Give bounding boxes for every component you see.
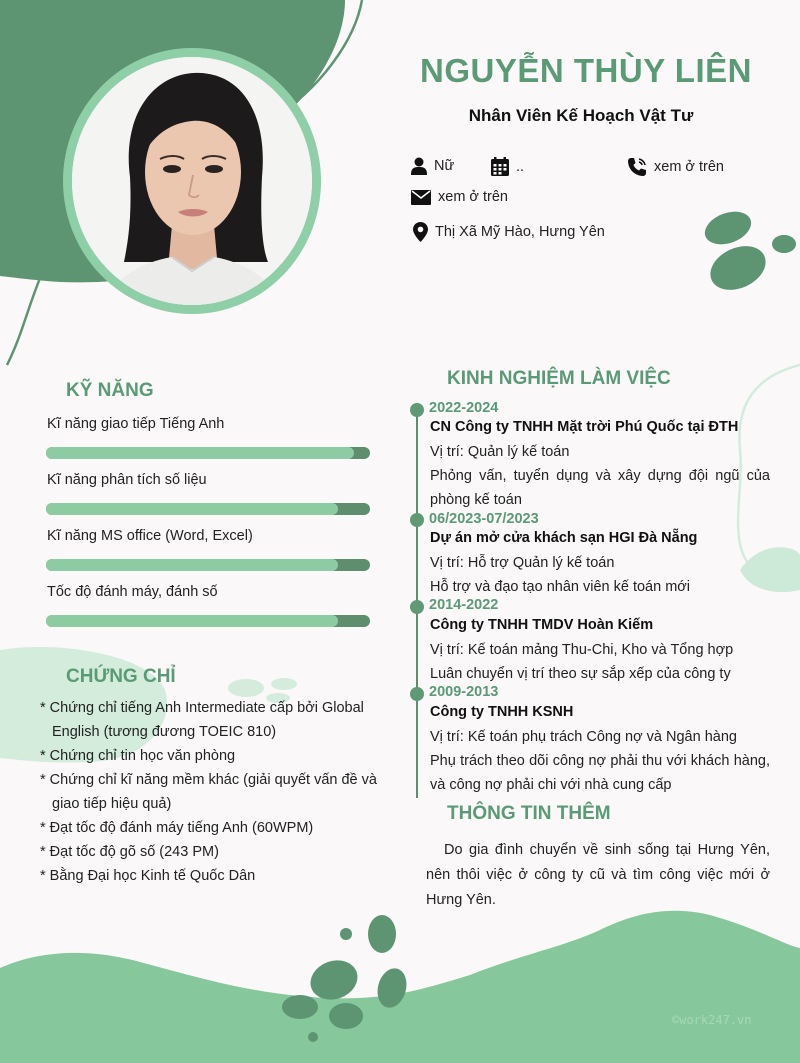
experience-description: Hỗ trợ và đạo tạo nhân viên kế toán mới <box>430 579 691 595</box>
experience-company: Dự án mở cửa khách sạn HGI Đà Nẵng <box>430 530 698 546</box>
phone-icon <box>627 157 647 177</box>
deco-dot <box>772 235 796 253</box>
email-icon <box>411 190 431 205</box>
deco-dot <box>271 678 297 690</box>
timeline-dot <box>410 403 424 417</box>
deco-dot <box>329 1003 363 1029</box>
experience-title: KINH NGHIỆM LÀM VIỆC <box>447 368 671 389</box>
experience-position: Vị trí: Kế toán mảng Thu-Chi, Kho và Tổng hợp <box>430 642 734 658</box>
phone-value: xem ở trên <box>654 159 724 175</box>
more-info-text: Do gia đình chuyển về sinh sống tại Hưng Yên, nên thôi việc ở công ty cũ và tìm công việc mới ở Hưng Yên. <box>426 842 770 908</box>
watermark: ©work247.vn <box>672 1013 752 1027</box>
skill-bar-fill <box>46 615 338 627</box>
deco-dot <box>228 679 264 697</box>
timeline-dot <box>410 600 424 614</box>
location-pin-icon <box>413 222 428 242</box>
email-value: xem ở trên <box>438 189 508 205</box>
timeline-dot <box>410 687 424 701</box>
calendar-icon <box>491 157 509 176</box>
candidate-name: NGUYỄN THÙY LIÊN <box>420 52 752 89</box>
birthday-value: .. <box>516 158 525 175</box>
experience-position: Vị trí: Hỗ trợ Quản lý kế toán <box>430 555 615 571</box>
skill-label: Kĩ năng giao tiếp Tiếng Anh <box>47 416 225 432</box>
profile-photo <box>72 57 312 305</box>
contact-phone <box>627 157 724 177</box>
profile-photo-frame <box>63 48 321 314</box>
certificates-title: CHỨNG CHỈ <box>66 666 176 687</box>
skills-title: KỸ NĂNG <box>66 380 154 401</box>
contact-email <box>411 189 508 205</box>
deco-dot <box>308 1032 318 1042</box>
experience-date: 2009-2013 <box>429 684 499 700</box>
more-info-title: THÔNG TIN THÊM <box>447 803 611 824</box>
certificate-item: * Chứng chỉ tin học văn phòng <box>40 748 236 764</box>
skill-bar <box>46 559 370 571</box>
skill-bar-fill <box>46 503 338 515</box>
deco-dot <box>368 915 396 953</box>
experience-date: 06/2023-07/2023 <box>429 511 539 527</box>
contact-gender <box>411 157 454 175</box>
certificate-item: * Chứng chỉ kĩ năng mềm khác (giải quyết vấn đề và giao tiếp hiệu quả) <box>40 772 377 812</box>
skill-label: Kĩ năng phân tích số liệu <box>47 472 207 488</box>
experience-date: 2014-2022 <box>429 597 499 613</box>
certificate-item: * Đạt tốc độ gõ số (243 PM) <box>40 844 219 860</box>
skill-bar <box>46 503 370 515</box>
contact-birthday <box>491 157 524 176</box>
deco-dot <box>282 995 318 1019</box>
deco-dot <box>703 238 772 299</box>
skill-label: Tốc độ đánh máy, đánh số <box>47 584 218 600</box>
deco-dot <box>340 928 352 940</box>
gender-value: Nữ <box>434 158 455 174</box>
certificate-item: * Chứng chỉ tiếng Anh Intermediate cấp bởi Global English (tương đương TOEIC 810) <box>40 700 364 740</box>
skill-bar <box>46 615 370 627</box>
skill-bar-fill <box>46 559 338 571</box>
skill-bar <box>46 447 370 459</box>
experience-company: Công ty TNHH TMDV Hoàn Kiếm <box>430 617 654 633</box>
deco-dot <box>700 206 755 251</box>
experience-date: 2022-2024 <box>429 400 499 416</box>
job-title: Nhân Viên Kế Hoạch Vật Tư <box>468 106 694 125</box>
skill-bar-fill <box>46 447 354 459</box>
experience-company: CN Công ty TNHH Mặt trời Phú Quốc tại ĐTH <box>430 419 739 435</box>
skill-label: Kĩ năng MS office (Word, Excel) <box>47 528 253 544</box>
experience-company: Công ty TNHH KSNH <box>430 704 574 720</box>
experience-description: Phụ trách theo dõi công nợ phải thu với khách hàng, và công nợ phải chi với nhà cung cấp <box>430 753 770 793</box>
certificate-item: * Bằng Đại học Kinh tế Quốc Dân <box>40 868 256 884</box>
contact-address <box>413 222 605 242</box>
certificate-item: * Đạt tốc độ đánh máy tiếng Anh (60WPM) <box>40 820 314 836</box>
address-value: Thị Xã Mỹ Hào, Hưng Yên <box>435 224 605 240</box>
person-icon <box>411 157 427 175</box>
timeline-dot <box>410 513 424 527</box>
experience-position: Vị trí: Quản lý kế toán <box>430 444 570 460</box>
experience-description: Phỏng vấn, tuyển dụng và xây dựng đội ngũ của phòng kế toán <box>430 468 770 508</box>
portrait-icon <box>72 57 312 305</box>
experience-description: Luân chuyển vị trí theo sự sắp xếp của công ty <box>430 666 731 682</box>
experience-position: Vị trí: Kế toán phụ trách Công nợ và Ngân hàng <box>430 729 737 745</box>
certificates-list <box>40 696 385 888</box>
